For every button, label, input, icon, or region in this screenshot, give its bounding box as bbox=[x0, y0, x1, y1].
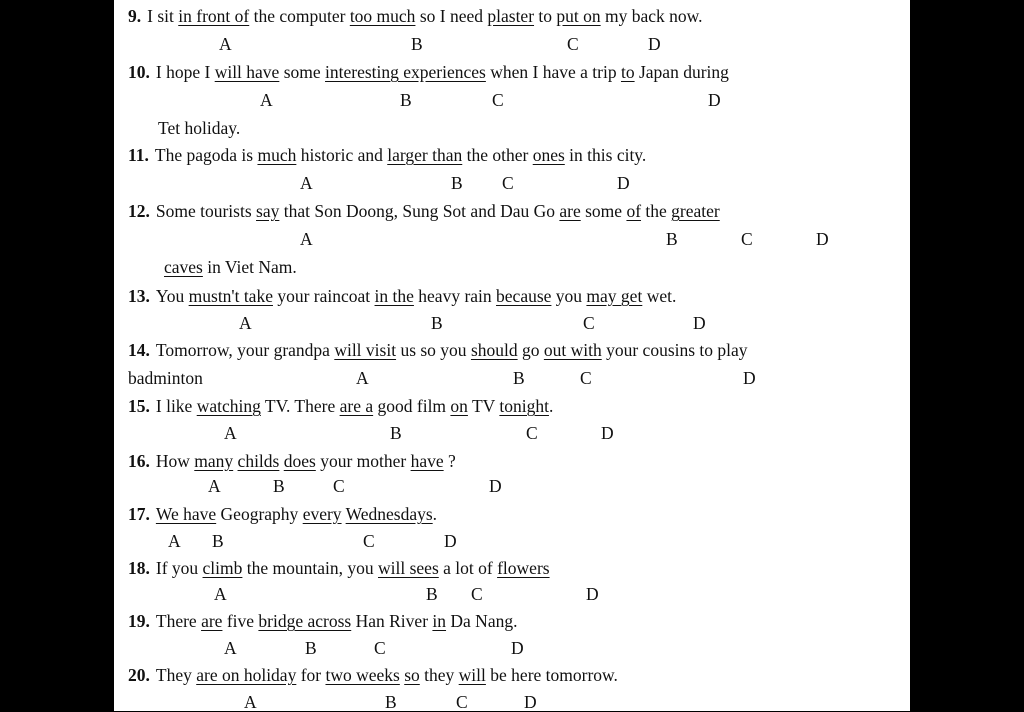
underlined-segment: Wednesdays bbox=[345, 504, 433, 524]
option-label-d: D bbox=[617, 173, 630, 193]
option-label-d: D bbox=[601, 423, 614, 443]
question-16 bbox=[128, 451, 456, 471]
option-label-c: C bbox=[492, 90, 504, 110]
underlined-segment: plaster bbox=[487, 6, 535, 26]
question-number: 11. bbox=[128, 145, 149, 165]
underlined-segment: on bbox=[450, 396, 468, 416]
question-20 bbox=[128, 665, 618, 685]
underlined-segment: too much bbox=[349, 6, 416, 26]
question-continuation: Tet holiday. bbox=[158, 118, 241, 138]
text-segment: I sit bbox=[147, 6, 179, 26]
option-label-d: D bbox=[444, 531, 457, 551]
text-segment: when I have a trip bbox=[485, 62, 621, 82]
option-label-d: D bbox=[524, 692, 537, 712]
option-label-b: B bbox=[390, 423, 402, 443]
underlined-segment: have bbox=[410, 451, 444, 471]
option-label-d: D bbox=[693, 313, 706, 333]
text-segment: five bbox=[222, 611, 259, 631]
text-segment: good film bbox=[373, 396, 451, 416]
option-label-c: C bbox=[502, 173, 514, 193]
text-segment: you bbox=[551, 286, 587, 306]
option-label-b: B bbox=[451, 173, 463, 193]
underlined-segment: larger than bbox=[387, 145, 463, 165]
option-label-a: A bbox=[356, 368, 369, 388]
text-segment: the other bbox=[462, 145, 533, 165]
option-label-b: B bbox=[431, 313, 443, 333]
underlined-segment: of bbox=[626, 201, 642, 221]
option-label-a: A bbox=[260, 90, 273, 110]
option-label-c: C bbox=[526, 423, 538, 443]
text-segment: Japan during bbox=[634, 62, 729, 82]
underlined-segment: mustn't take bbox=[188, 286, 273, 306]
question-10 bbox=[128, 62, 729, 82]
text-segment: If you bbox=[155, 558, 203, 578]
option-label-a: A bbox=[300, 173, 313, 193]
option-label-c: C bbox=[374, 638, 386, 658]
underlined-segment: childs bbox=[237, 451, 280, 471]
underlined-segment: in bbox=[432, 611, 447, 631]
text-segment: be here tomorrow. bbox=[485, 665, 618, 685]
question-number: 19. bbox=[128, 611, 150, 631]
underlined-segment: two weeks bbox=[325, 665, 400, 685]
option-label-d: D bbox=[743, 368, 756, 388]
underlined-segment: every bbox=[302, 504, 342, 524]
option-label-a: A bbox=[219, 34, 232, 54]
text-segment: Geography bbox=[216, 504, 303, 524]
underlined-segment: are a bbox=[339, 396, 374, 416]
underlined-segment: to bbox=[620, 62, 635, 82]
text-segment: so I need bbox=[415, 6, 488, 26]
option-label-c: C bbox=[580, 368, 592, 388]
option-label-d: D bbox=[708, 90, 721, 110]
text-segment: in this city. bbox=[564, 145, 647, 165]
text-segment: ? bbox=[443, 451, 456, 471]
text-segment: I like bbox=[155, 396, 197, 416]
text-segment: to bbox=[534, 6, 557, 26]
text-segment: TV. There bbox=[260, 396, 340, 416]
text-segment: your cousins to play bbox=[601, 340, 748, 360]
question-number: 12. bbox=[128, 201, 150, 221]
underlined-segment: flowers bbox=[497, 558, 550, 578]
underlined-segment: many bbox=[194, 451, 234, 471]
text-segment: some bbox=[279, 62, 326, 82]
question-number: 18. bbox=[128, 558, 150, 578]
text-segment: go bbox=[517, 340, 544, 360]
option-label-d: D bbox=[586, 584, 599, 604]
option-label-a: A bbox=[214, 584, 227, 604]
question-number: 13. bbox=[128, 286, 150, 306]
text-segment: Da Nang. bbox=[446, 611, 518, 631]
underlined-segment: tonight bbox=[499, 396, 549, 416]
underlined-segment: bridge across bbox=[258, 611, 352, 631]
text-segment: The pagoda is bbox=[154, 145, 258, 165]
question-13 bbox=[128, 286, 676, 306]
option-label-a: A bbox=[224, 638, 237, 658]
text-segment: some bbox=[580, 201, 627, 221]
question-number: 16. bbox=[128, 451, 150, 471]
text-segment: they bbox=[419, 665, 459, 685]
underlined-segment: caves bbox=[164, 257, 203, 277]
underlined-segment: will bbox=[458, 665, 486, 685]
text-segment: that Son Doong, Sung Sot and Dau Go bbox=[279, 201, 560, 221]
underlined-segment: ones bbox=[532, 145, 565, 165]
option-label-b: B bbox=[400, 90, 412, 110]
underlined-segment: may get bbox=[586, 286, 643, 306]
text-segment: Han River bbox=[351, 611, 433, 631]
question-11 bbox=[128, 145, 646, 165]
text-segment: a lot of bbox=[438, 558, 498, 578]
underlined-segment: climb bbox=[202, 558, 243, 578]
question-number: 15. bbox=[128, 396, 150, 416]
option-label-b: B bbox=[411, 34, 423, 54]
underlined-segment: will visit bbox=[334, 340, 397, 360]
option-label-a: A bbox=[168, 531, 181, 551]
underlined-segment: are bbox=[559, 201, 581, 221]
text-segment: I hope I bbox=[155, 62, 215, 82]
option-label-a: A bbox=[239, 313, 252, 333]
option-label-b: B bbox=[513, 368, 525, 388]
option-label-b: B bbox=[426, 584, 438, 604]
option-label-c: C bbox=[741, 229, 753, 249]
underlined-segment: will sees bbox=[378, 558, 439, 578]
question-number: 17. bbox=[128, 504, 150, 524]
question-9 bbox=[128, 6, 703, 26]
question-number: 20. bbox=[128, 665, 150, 685]
text-segment: your mother bbox=[315, 451, 411, 471]
question-14 bbox=[128, 340, 748, 360]
text-segment: TV bbox=[467, 396, 500, 416]
option-label-a: A bbox=[300, 229, 313, 249]
underlined-segment: interesting experiences bbox=[325, 62, 486, 82]
option-label-b: B bbox=[212, 531, 224, 551]
underlined-segment: should bbox=[470, 340, 518, 360]
underlined-segment: watching bbox=[196, 396, 261, 416]
text-segment: the bbox=[641, 201, 672, 221]
text-segment: . bbox=[548, 396, 554, 416]
worksheet-page bbox=[114, 0, 910, 711]
question-17 bbox=[128, 504, 437, 524]
text-segment: You bbox=[155, 286, 189, 306]
underlined-segment: We have bbox=[155, 504, 217, 524]
text-segment: . bbox=[432, 504, 438, 524]
underlined-segment: does bbox=[283, 451, 316, 471]
text-segment: my back now. bbox=[600, 6, 703, 26]
text-segment: heavy rain bbox=[413, 286, 497, 306]
question-number: 14. bbox=[128, 340, 150, 360]
option-label-d: D bbox=[511, 638, 524, 658]
option-label-a: A bbox=[224, 423, 237, 443]
text-segment: wet. bbox=[642, 286, 677, 306]
option-label-d: D bbox=[816, 229, 829, 249]
option-label-a: A bbox=[244, 692, 257, 712]
text-segment: the computer bbox=[249, 6, 350, 26]
text-segment: There bbox=[155, 611, 202, 631]
text-segment: your raincoat bbox=[272, 286, 375, 306]
option-label-c: C bbox=[471, 584, 483, 604]
text-segment: for bbox=[296, 665, 326, 685]
text-segment: historic and bbox=[296, 145, 388, 165]
question-continuation: badminton bbox=[128, 368, 203, 388]
underlined-segment: so bbox=[404, 665, 420, 685]
text-segment: the mountain, you bbox=[242, 558, 378, 578]
text-segment: us so you bbox=[396, 340, 471, 360]
underlined-segment: say bbox=[256, 201, 280, 221]
text-segment: in Viet Nam. bbox=[202, 257, 297, 277]
option-label-c: C bbox=[363, 531, 375, 551]
question-number: 10. bbox=[128, 62, 150, 82]
option-label-b: B bbox=[305, 638, 317, 658]
underlined-segment: are bbox=[201, 611, 223, 631]
underlined-segment: are on holiday bbox=[196, 665, 297, 685]
underlined-segment: much bbox=[257, 145, 297, 165]
underlined-segment: greater bbox=[671, 201, 720, 221]
text-segment: Tomorrow, your grandpa bbox=[155, 340, 335, 360]
text-segment: How bbox=[155, 451, 195, 471]
underlined-segment: because bbox=[496, 286, 552, 306]
underlined-segment: in the bbox=[374, 286, 414, 306]
question-number: 9. bbox=[128, 6, 142, 26]
question-19 bbox=[128, 611, 517, 631]
text-segment: They bbox=[155, 665, 197, 685]
option-label-c: C bbox=[583, 313, 595, 333]
option-label-b: B bbox=[273, 476, 285, 496]
underlined-segment: will have bbox=[214, 62, 280, 82]
question-18 bbox=[128, 558, 550, 578]
option-label-d: D bbox=[489, 476, 502, 496]
text-segment: Some tourists bbox=[155, 201, 257, 221]
option-label-b: B bbox=[385, 692, 397, 712]
question-15 bbox=[128, 396, 553, 416]
question-12 bbox=[128, 201, 720, 221]
underlined-segment: put on bbox=[556, 6, 601, 26]
option-label-d: D bbox=[648, 34, 661, 54]
option-label-c: C bbox=[333, 476, 345, 496]
underlined-segment: in front of bbox=[178, 6, 250, 26]
question-continuation bbox=[164, 257, 297, 277]
underlined-segment: out with bbox=[543, 340, 602, 360]
option-label-a: A bbox=[208, 476, 221, 496]
option-label-b: B bbox=[666, 229, 678, 249]
option-label-c: C bbox=[567, 34, 579, 54]
option-label-c: C bbox=[456, 692, 468, 712]
